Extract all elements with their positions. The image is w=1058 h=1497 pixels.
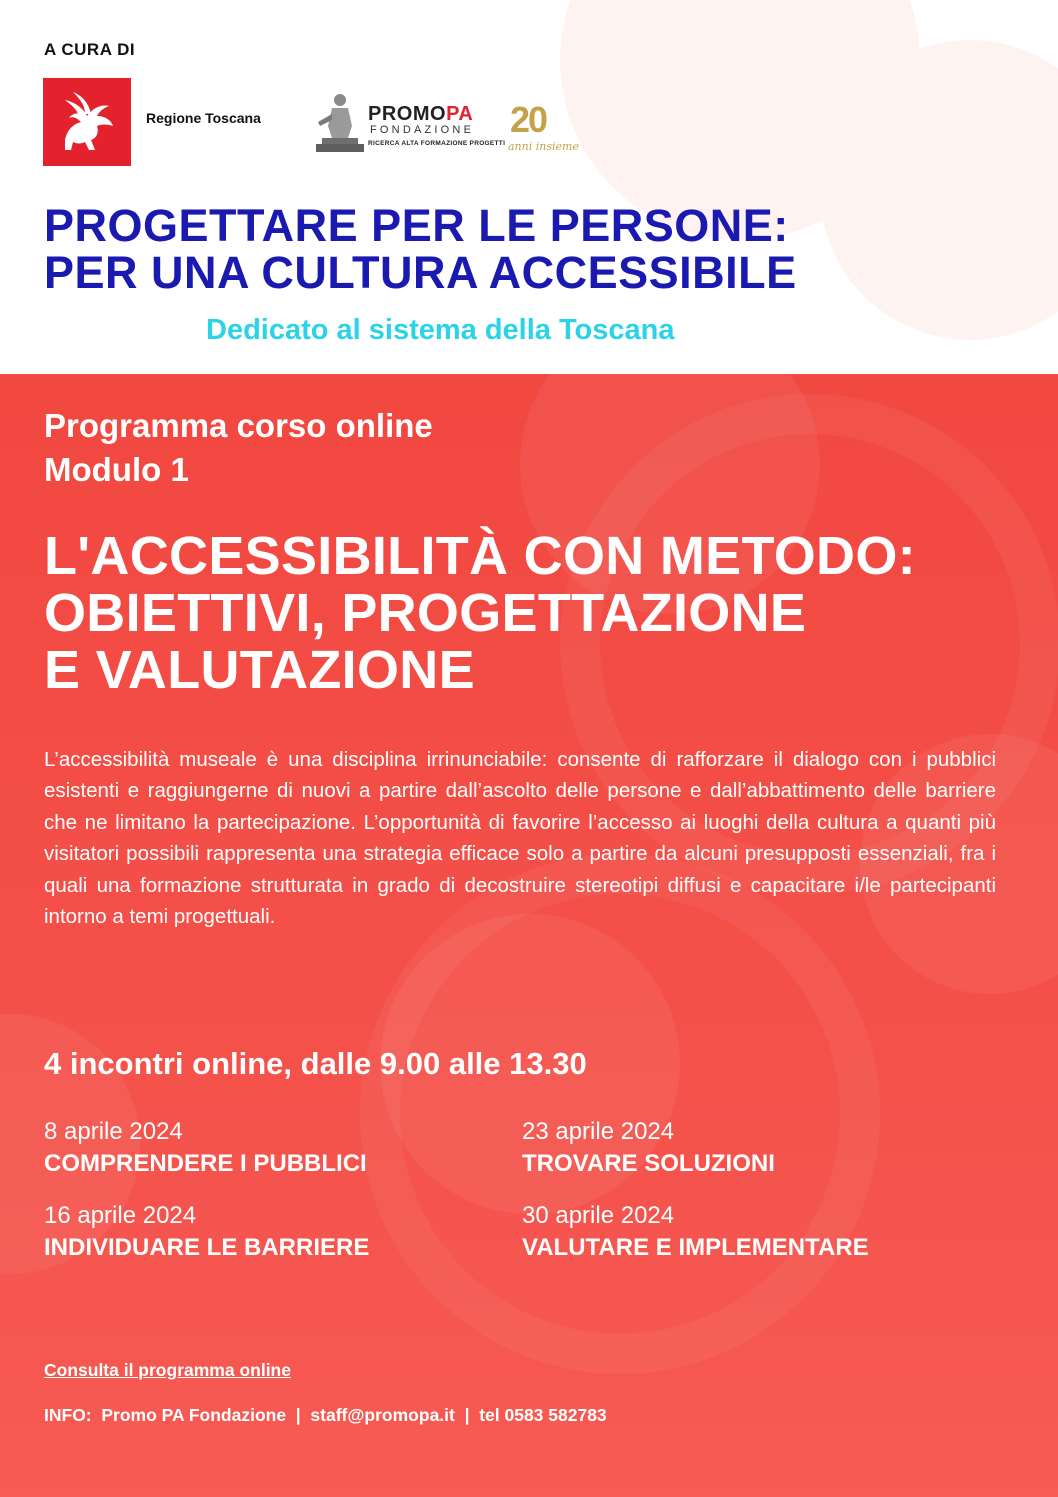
session-item (522, 1200, 869, 1264)
session-date: 23 aprile 2024 (522, 1118, 675, 1145)
session-topic: INDIVIDUARE LE BARRIERE (44, 1234, 370, 1261)
anniversary-text: anni insieme (508, 140, 579, 153)
regione-toscana-label: Regione Toscana (146, 110, 261, 126)
title-line-2: PER UNA CULTURA ACCESSIBILE (44, 247, 797, 298)
title-line-1: PROGETTARE PER LE PERSONE: (44, 200, 789, 251)
contact-info: INFO: Promo PA Fondazione | staff@promopa.it | tel 0583 582783 (44, 1405, 607, 1425)
promopa-tagline: RICERCA ALTA FORMAZIONE PROGETTI (368, 140, 506, 147)
session-date: 30 aprile 2024 (522, 1202, 675, 1229)
promo-text: PROMO (368, 103, 447, 125)
session-topic: COMPRENDERE I PUBBLICI (44, 1150, 367, 1177)
program-line: Programma corso online (44, 407, 433, 444)
pa-text: PA (446, 103, 474, 125)
page-subtitle: Dedicato al sistema della Toscana (206, 314, 675, 346)
page-title (44, 202, 797, 296)
promopa-logo-text (368, 103, 473, 126)
course-description: L’accessibilità museale è una disciplina irrinunciabile: consente di rafforzare il dialogo con i pubblici esistenti e raggiungerne di nuovi a partire dall’ascolto delle persone e dall’abbattimento delle barriere che ne limitano la partecipazione. L’opportunità di favorire l’accesso ai luoghi della cultura a quanti più visitatori possibili rappresenta una strategia efficace solo a partire da alcuni presupposti essenziali, fra i quali una formazione strutturata in grado di decostruire stereotipi diffusi e capacitare i/le partecipanti intorno a temi progettuali. (44, 748, 996, 929)
session-topic: TROVARE SOLUZIONI (522, 1150, 775, 1177)
session-item (44, 1116, 367, 1180)
module-title (44, 528, 916, 699)
module-title-line-3: E VALUTAZIONE (44, 640, 475, 700)
a-cura-di-label: A CURA DI (44, 40, 136, 59)
module-title-line-2: OBIETTIVI, PROGETTAZIONE (44, 583, 807, 643)
session-date: 8 aprile 2024 (44, 1118, 183, 1145)
session-topic: VALUTARE E IMPLEMENTARE (522, 1234, 869, 1261)
pegasus-icon (43, 78, 131, 166)
session-item (522, 1116, 775, 1180)
regione-toscana-logo (43, 78, 131, 166)
program-heading (44, 404, 433, 492)
program-online-link[interactable]: Consulta il programma online (44, 1360, 291, 1380)
module-line: Modulo 1 (44, 451, 189, 488)
anniversary-number: 20 (510, 99, 547, 140)
session-item (44, 1200, 369, 1264)
session-date: 16 aprile 2024 (44, 1202, 197, 1229)
meetings-summary: 4 incontri online, dalle 9.00 alle 13.30 (44, 1046, 587, 1081)
module-title-line-1: L'ACCESSIBILITÀ CON METODO: (44, 526, 916, 586)
fondazione-label: FONDAZIONE (370, 124, 475, 136)
statue-icon (312, 92, 364, 154)
